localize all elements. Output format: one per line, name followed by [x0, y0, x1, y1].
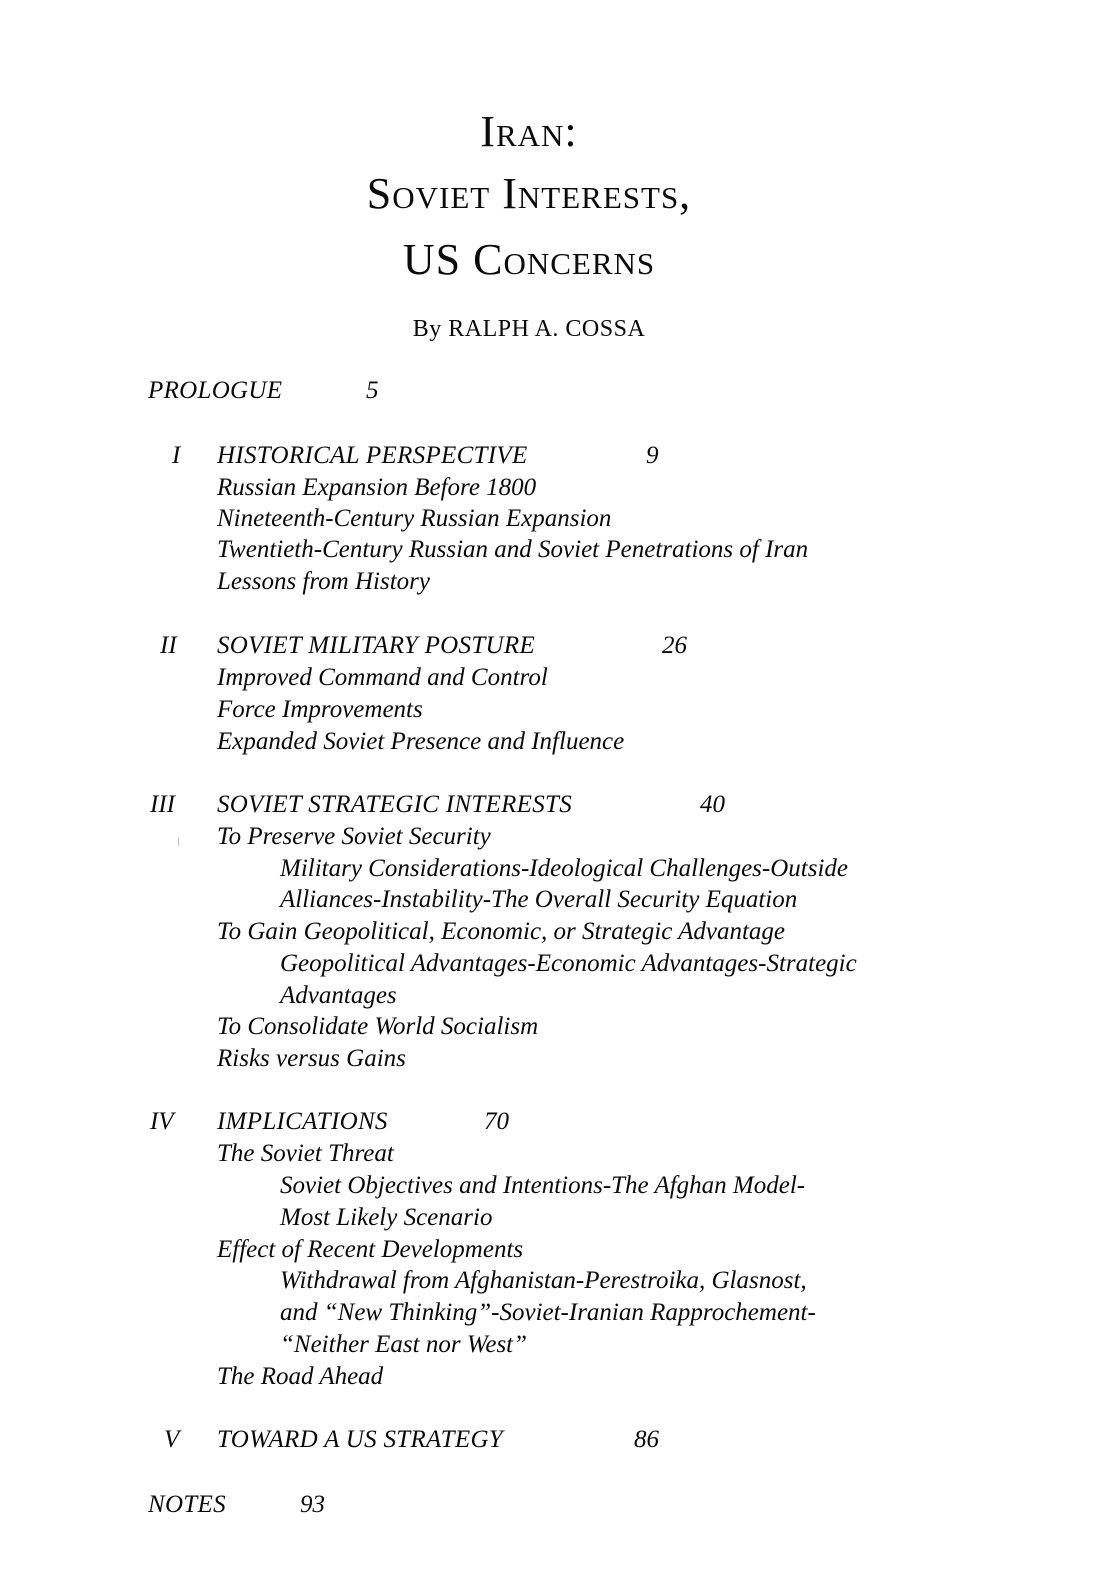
toc-entry: To Consolidate World Socialism: [217, 1013, 539, 1040]
toc-entry: To Gain Geopolitical, Economic, or Strategic Advantage: [217, 918, 785, 945]
toc-entry: The Road Ahead: [217, 1363, 384, 1390]
chapter-3-numeral: III: [150, 791, 175, 818]
toc-subentry: Soviet Objectives and Intentions-The Afghan Model-: [280, 1172, 806, 1199]
chapter-2-numeral: II: [160, 632, 177, 659]
toc-entry: Twentieth-Century Russian and Soviet Penetrations of Iran: [217, 536, 809, 563]
toc-subentry: “Neither East nor West”: [280, 1331, 528, 1358]
toc-subentry: Military Considerations-Ideological Challenges-Outside: [280, 855, 848, 882]
toc-subentry: Alliances-Instability-The Overall Security Equation: [280, 886, 798, 913]
chapter-2-page: 26: [662, 632, 687, 659]
toc-subentry: Advantages: [280, 982, 397, 1009]
toc-entry: Nineteenth-Century Russian Expansion: [217, 505, 612, 532]
toc-entry: Russian Expansion Before 1800: [217, 474, 537, 501]
toc-entry: Effect of Recent Developments: [217, 1236, 524, 1263]
toc-entry: Force Improvements: [217, 696, 423, 723]
toc-prologue-page: 5: [366, 377, 379, 404]
toc-subentry: Geopolitical Advantages-Economic Advantages-Strategic: [280, 950, 857, 977]
chapter-2-title: SOVIET MILITARY POSTURE: [217, 632, 536, 659]
scan-mark: [178, 838, 179, 846]
chapter-5-numeral: V: [164, 1426, 180, 1453]
chapter-4-page: 70: [484, 1108, 509, 1135]
chapter-5-page: 86: [634, 1426, 659, 1453]
chapter-3-page: 40: [700, 791, 725, 818]
chapter-4-title: IMPLICATIONS: [217, 1108, 388, 1135]
toc-entry: Risks versus Gains: [217, 1045, 406, 1072]
chapter-5-title: TOWARD A US STRATEGY: [217, 1426, 504, 1453]
chapter-1-title: HISTORICAL PERSPECTIVE: [217, 442, 528, 469]
toc-prologue-label: PROLOGUE: [148, 377, 283, 404]
toc-notes-label: NOTES: [148, 1491, 226, 1518]
author-byline: By RALPH A. COSSA: [412, 316, 646, 342]
toc-subentry: and “New Thinking”-Soviet-Iranian Rapprochement-: [280, 1299, 816, 1326]
toc-notes-page: 93: [300, 1491, 325, 1518]
toc-entry: Improved Command and Control: [217, 664, 548, 691]
title-line-3: US Concerns: [402, 235, 656, 284]
toc-entry: Lessons from History: [217, 568, 430, 595]
chapter-1-page: 9: [646, 442, 659, 469]
toc-subentry: Withdrawal from Afghanistan-Perestroika, Glasnost,: [280, 1267, 807, 1294]
toc-entry: The Soviet Threat: [217, 1140, 394, 1167]
title-line-2: Soviet Interests,: [366, 169, 692, 218]
toc-subentry: Most Likely Scenario: [280, 1204, 493, 1231]
toc-entry: To Preserve Soviet Security: [217, 823, 491, 850]
title-line-1: Iran:: [480, 107, 578, 156]
chapter-4-numeral: IV: [150, 1108, 174, 1135]
chapter-3-title: SOVIET STRATEGIC INTERESTS: [217, 791, 573, 818]
toc-entry: Expanded Soviet Presence and Influence: [217, 728, 625, 755]
chapter-1-numeral: I: [172, 442, 181, 469]
